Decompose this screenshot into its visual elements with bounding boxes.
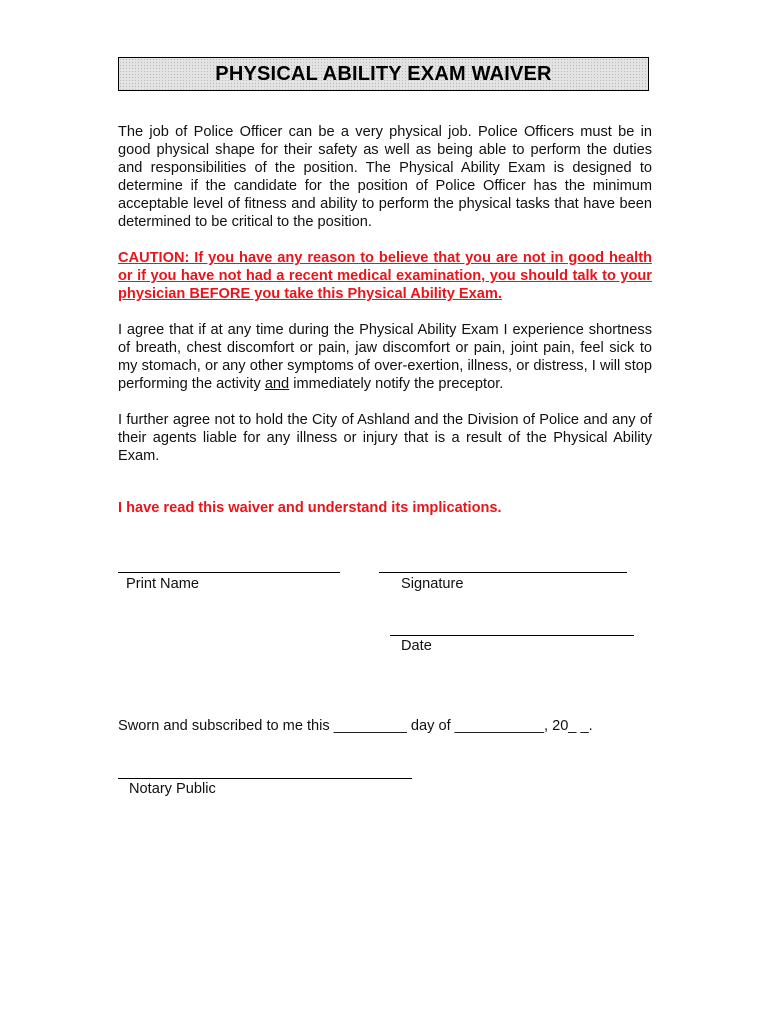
agreement-paragraph — [118, 321, 652, 393]
sworn-statement: Sworn and subscribed to me this _________ day of ___________, 20_ _. — [118, 718, 593, 734]
agreement-and: and — [264, 376, 290, 392]
agreement-text-2: immediately notify the preceptor. — [289, 376, 504, 392]
caution-paragraph: CAUTION: If you have any reason to believe that you are not in good health or if you have not had a recent medical examination, you should talk to your physician BEFORE you take this Physical Ability Exam. — [118, 250, 652, 302]
signature-line[interactable] — [379, 572, 627, 573]
agreement-text-1: I agree that if at any time during the Physical Ability Exam I experience shortness of breath, chest discomfort or pain, jaw discomfort or pain, joint pain, feel sick to my stomach, or any other symptoms of over-exertion, illness, or distress, I will stop performing the activity — [118, 322, 652, 392]
notary-label: Notary Public — [129, 781, 216, 797]
acknowledgement-text: I have read this waiver and understand its implications. — [118, 500, 502, 516]
liability-paragraph: I further agree not to hold the City of Ashland and the Division of Police and any of their agents liable for any illness or injury that is a result of the Physical Ability Exam. — [118, 412, 652, 464]
date-line[interactable] — [390, 635, 634, 636]
date-label: Date — [401, 638, 432, 654]
notary-line[interactable] — [118, 778, 412, 779]
page-title: PHYSICAL ABILITY EXAM WAIVER — [215, 62, 552, 85]
title-box — [118, 57, 649, 91]
print-name-line[interactable] — [118, 572, 340, 573]
signature-label: Signature — [401, 576, 464, 592]
print-name-label: Print Name — [126, 576, 199, 592]
intro-paragraph: The job of Police Officer can be a very physical job. Police Officers must be in good physical shape for their safety as well as being able to perform the duties and responsibilities of the position. The Physical Ability Exam is designed to determine if the candidate for the position of Police Officer has the minimum acceptable level of fitness and ability to perform the physical tasks that have been determined to be critical to the position. — [118, 124, 652, 230]
